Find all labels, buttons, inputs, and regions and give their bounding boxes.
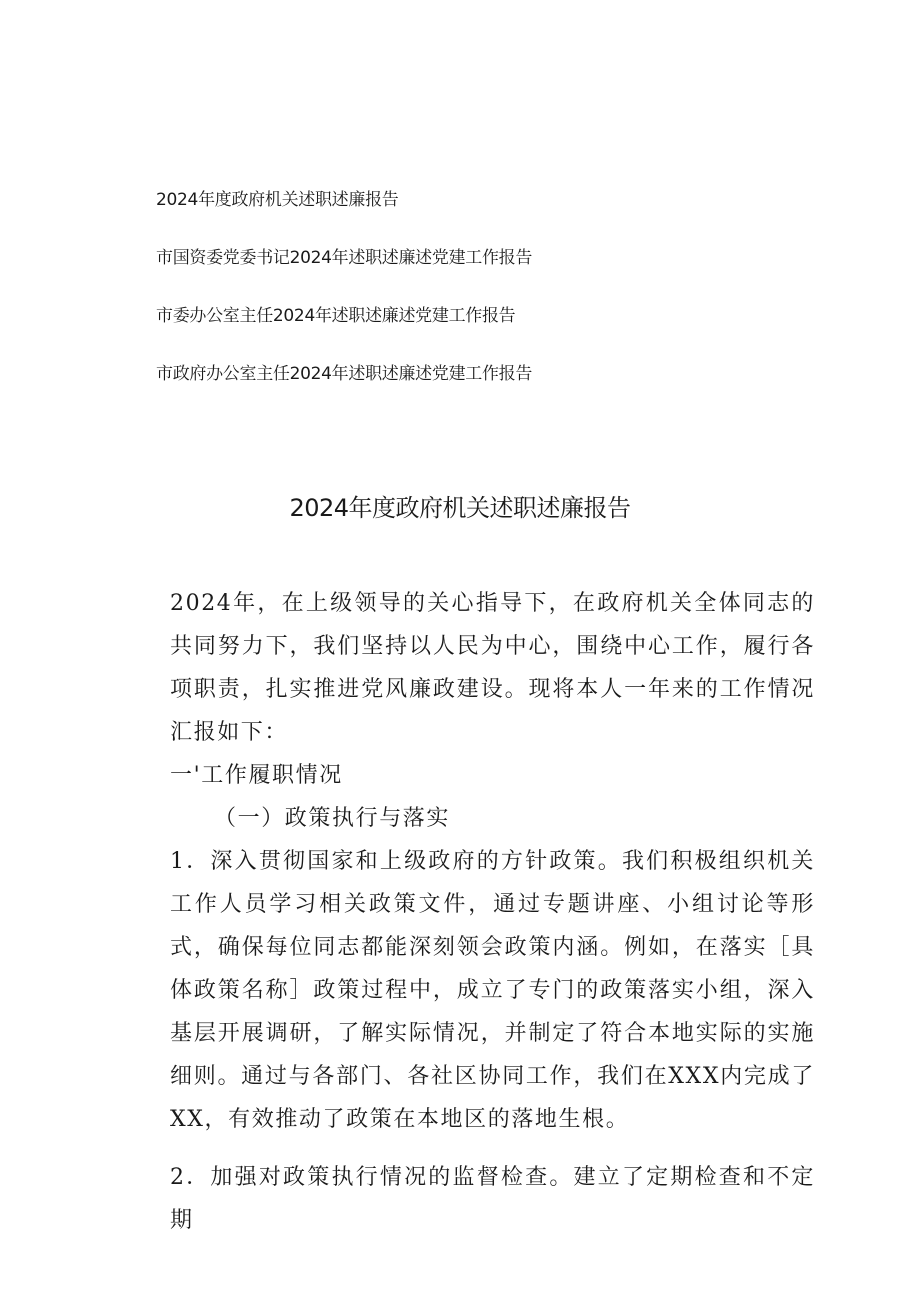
intro-paragraph: 2024年，在上级领导的关心指导下，在政府机关全体同志的共同努力下，我们坚持以人民为中心，围绕中心工作，履行各项职责，扎实推进党风廉政建设。现将本人一年来的工作情况汇报如下： — [170, 591, 815, 745]
toc-item[interactable]: 市委办公室主任2024年述职述廉述党建工作报告 — [156, 306, 516, 326]
list-item-paragraph: 2．加强对政策执行情况的监督检查。建立了定期检查和不定期 — [170, 1165, 815, 1233]
section-heading: 一'工作履职情况 — [170, 763, 343, 788]
toc-item[interactable]: 市国资委党委书记2024年述职述廉述党建工作报告 — [156, 248, 533, 268]
document-title: 2024年度政府机关述职述廉报告 — [289, 494, 631, 522]
document-body — [170, 582, 815, 1242]
toc-item[interactable]: 2024年度政府机关述职述廉报告 — [156, 190, 399, 210]
table-of-contents — [156, 186, 532, 418]
subsection-heading: （一）政策执行与落实 — [214, 806, 451, 831]
toc-item[interactable]: 市政府办公室主任2024年述职述廉述党建工作报告 — [156, 364, 533, 384]
list-item-paragraph: 1．深入贯彻国家和上级政府的方针政策。我们积极组织机关工作人员学习相关政策文件，通过专题讲座、小组讨论等形式，确保每位同志都能深刻领会政策内涵。例如，在落实［具体政策名称］政策过程中，成立了专门的政策落实小组，深入基层开展调研，了解实际情况，并制定了符合本地实际的实施细则。通过与各部门、各社区协同工作，我们在XXX内完成了XX，有效推动了政策在本地区的落地生根。 — [170, 849, 815, 1132]
